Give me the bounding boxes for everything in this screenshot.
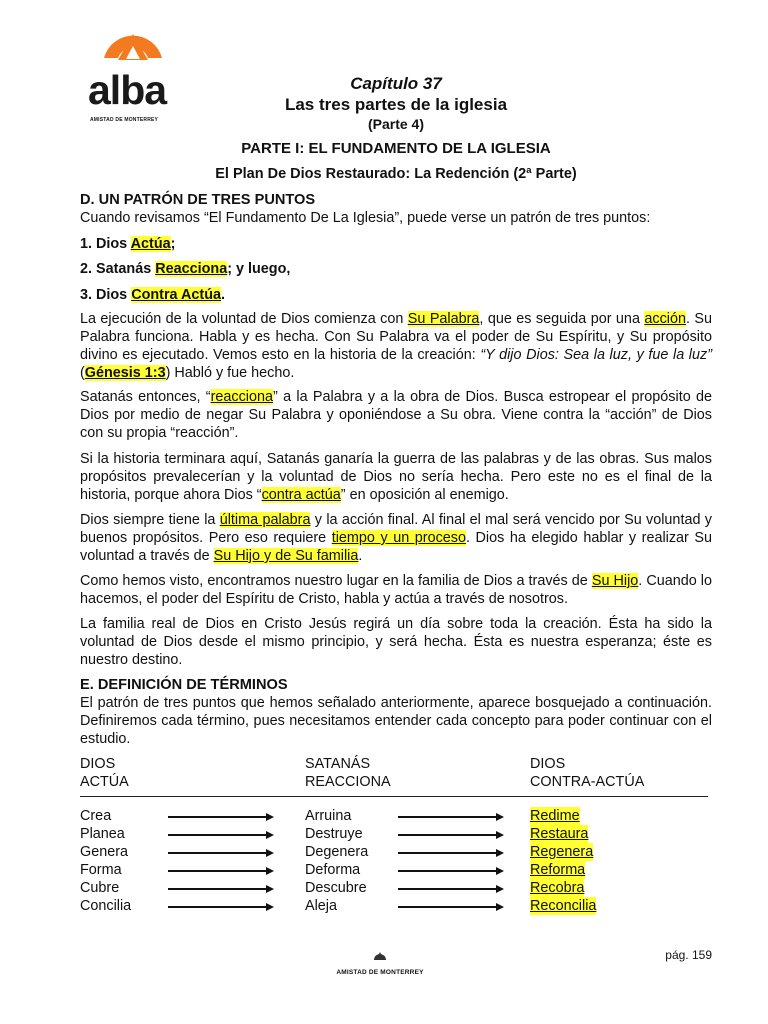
- arrow-right-icon: [168, 830, 276, 840]
- text: Dios siempre tiene la: [80, 512, 220, 528]
- term-satan-reacts: Descubre: [305, 880, 367, 896]
- term-satan-reacts: Deforma: [305, 862, 361, 878]
- footer-logo-mark-icon: [371, 948, 389, 964]
- term-god-acts: Planea: [80, 826, 125, 842]
- text: La ejecución de la voluntad de Dios comienza con: [80, 311, 408, 327]
- highlight: Su Hijo: [591, 573, 639, 589]
- logo-wordmark: alba: [88, 67, 167, 113]
- term-god-acts: Forma: [80, 862, 122, 878]
- term-satan-reacts: Arruina: [305, 808, 352, 824]
- column-header-satan-reacts: [305, 755, 391, 791]
- column-header-god-acts: [80, 755, 129, 791]
- point-prefix: 2. Satanás: [80, 261, 156, 277]
- highlight: tiempo y un proceso: [331, 530, 466, 546]
- highlight: última palabra: [219, 512, 311, 528]
- highlight: Su Palabra: [407, 311, 480, 327]
- section-e-intro: El patrón de tres puntos que hemos señalado anteriormente, aparece bosquejado a continuación. Definiremos cada término, pues necesitamos entender cada concepto para poder continuar con el estudio.: [80, 695, 712, 747]
- text: . Su Palabra funciona. Habla y es hecha. Con Su Palabra va el poder de Su Espíritu, y Su propósito divino es ejecutado. Vemos esto en la historia de la creación:: [80, 311, 713, 363]
- point-2: [80, 260, 712, 278]
- text: (: [80, 365, 85, 381]
- term-god-acts: Cubre: [80, 880, 120, 896]
- scripture-reference: Génesis 1:3: [84, 365, 166, 381]
- page-title: Las tres partes de la iglesia: [284, 95, 508, 114]
- arrow-right-icon: [168, 866, 276, 876]
- text: y la acción final. Al final el mal será vencido por Su voluntad y buenos propósitos. Pero eso requiere: [80, 512, 712, 546]
- term-god-counteracts: Regenera: [530, 844, 594, 860]
- footer-logo: [330, 948, 430, 976]
- arrow-right-icon: [398, 902, 506, 912]
- point-prefix: 3. Dios: [80, 287, 132, 303]
- text: . Cuando lo hacemos, el poder del Espíritu de Cristo, habla y actúa a través de nosotros.: [80, 573, 713, 607]
- text: . Dios ha elegido hablar y realizar Su voluntad a través de: [80, 530, 712, 564]
- text: ” en oposición al enemigo.: [340, 487, 509, 503]
- footer-brand: AMISTAD DE MONTERREY: [336, 969, 424, 976]
- column-header-line: ACTÚA: [80, 774, 129, 790]
- term-god-counteracts: Reforma: [530, 862, 586, 878]
- column-header-line: DIOS: [530, 756, 566, 772]
- point-term: Contra Actúa: [131, 287, 222, 303]
- part-note: (Parte 4): [367, 116, 425, 132]
- column-header-line: SATANÁS: [305, 756, 371, 772]
- text: ) Habló y fue hecho.: [165, 365, 295, 381]
- logo-tagline: AMISTAD DE MONTERREY: [90, 117, 159, 123]
- point-3: [80, 286, 712, 304]
- arrow-right-icon: [168, 902, 276, 912]
- highlight: Su Hijo y de Su familia: [213, 548, 359, 564]
- term-god-counteracts: Reconcilia: [530, 898, 597, 914]
- arrow-right-icon: [398, 884, 506, 894]
- column-header-line: REACCIONA: [305, 774, 391, 790]
- text: , que es seguida por una: [479, 311, 645, 327]
- part-title: PARTE I: EL FUNDAMENTO DE LA IGLESIA: [241, 140, 551, 157]
- point-term: Reacciona: [155, 261, 228, 277]
- point-suffix: ;: [170, 236, 176, 252]
- arrow-right-icon: [168, 848, 276, 858]
- text: Como hemos visto, encontramos nuestro lugar en la familia de Dios a través de: [80, 573, 592, 589]
- term-satan-reacts: Destruye: [305, 826, 363, 842]
- section-e-heading: E. DEFINICIÓN DE TÉRMINOS: [80, 677, 288, 693]
- term-god-acts: Concilia: [80, 898, 132, 914]
- term-god-counteracts: Recobra: [530, 880, 585, 896]
- page-number: pág. 159: [665, 948, 712, 962]
- term-god-counteracts: Redime: [530, 808, 580, 824]
- paragraph-royal-family: La familia real de Dios en Cristo Jesús regirá un día sobre toda la creación. Ésta ha sido la voluntad de Dios desde el mismo principio, y será hecha. Ésta es nuestra esperanza; éste es nuestro destino.: [80, 616, 712, 668]
- arrow-right-icon: [398, 830, 506, 840]
- text: Si la historia terminara aquí, Satanás ganaría la guerra de las palabras y de las obras. Sus malos propósitos prevalecerían y la voluntad de Dios no sería hecha. Pero este no es el final de la historia, porque ahora Dios “: [80, 451, 712, 503]
- plan-subtitle: El Plan De Dios Restaurado: La Redención (2ª Parte): [215, 166, 577, 182]
- arrow-right-icon: [398, 812, 506, 822]
- term-god-counteracts: Restaura: [530, 826, 589, 842]
- text: ” a la Palabra y a la obra de Dios. Busca estropear el propósito de Dios por medio de negar Su Palabra y oponiéndose a Su obra. Viene contra la “acción” de Dios con su propia “reacción”.: [80, 389, 713, 441]
- highlight: acción: [644, 311, 686, 327]
- point-1: [80, 235, 712, 253]
- scripture-quote: “Y dijo Dios: Sea la luz, y fue la luz”: [480, 347, 712, 363]
- paragraph-last-word: [80, 511, 712, 565]
- section-d-heading: D. UN PATRÓN DE TRES PUNTOS: [80, 192, 316, 208]
- arrow-right-icon: [168, 884, 276, 894]
- arrow-right-icon: [168, 812, 276, 822]
- paragraph-god-counteracts: [80, 450, 712, 504]
- term-satan-reacts: Degenera: [305, 844, 369, 860]
- term-satan-reacts: Aleja: [305, 898, 337, 914]
- chapter-title: Capítulo 37: [350, 74, 442, 93]
- column-header-line: CONTRA-ACTÚA: [530, 774, 645, 790]
- term-god-acts: Crea: [80, 808, 112, 824]
- text: .: [358, 548, 363, 564]
- paragraph-word: [80, 310, 712, 382]
- column-header-line: DIOS: [80, 756, 116, 772]
- arrow-right-icon: [398, 866, 506, 876]
- point-suffix: .: [221, 287, 226, 303]
- term-god-acts: Genera: [80, 844, 128, 860]
- column-header-god-counteracts: [530, 755, 644, 791]
- arrow-right-icon: [398, 848, 506, 858]
- section-d-intro: Cuando revisamos “El Fundamento De La Iglesia”, puede verse un patrón de tres puntos:: [80, 210, 651, 226]
- paragraph-our-place: [80, 572, 712, 608]
- point-term: Actúa: [130, 236, 171, 252]
- point-prefix: 1. Dios: [80, 236, 131, 252]
- point-suffix: ; y luego,: [227, 261, 291, 277]
- paragraph-satan-reacts: [80, 388, 712, 442]
- table-divider: [80, 796, 708, 797]
- highlight: reacciona: [210, 389, 274, 405]
- text: Satanás entonces, “: [80, 389, 211, 405]
- highlight: contra actúa: [261, 487, 341, 503]
